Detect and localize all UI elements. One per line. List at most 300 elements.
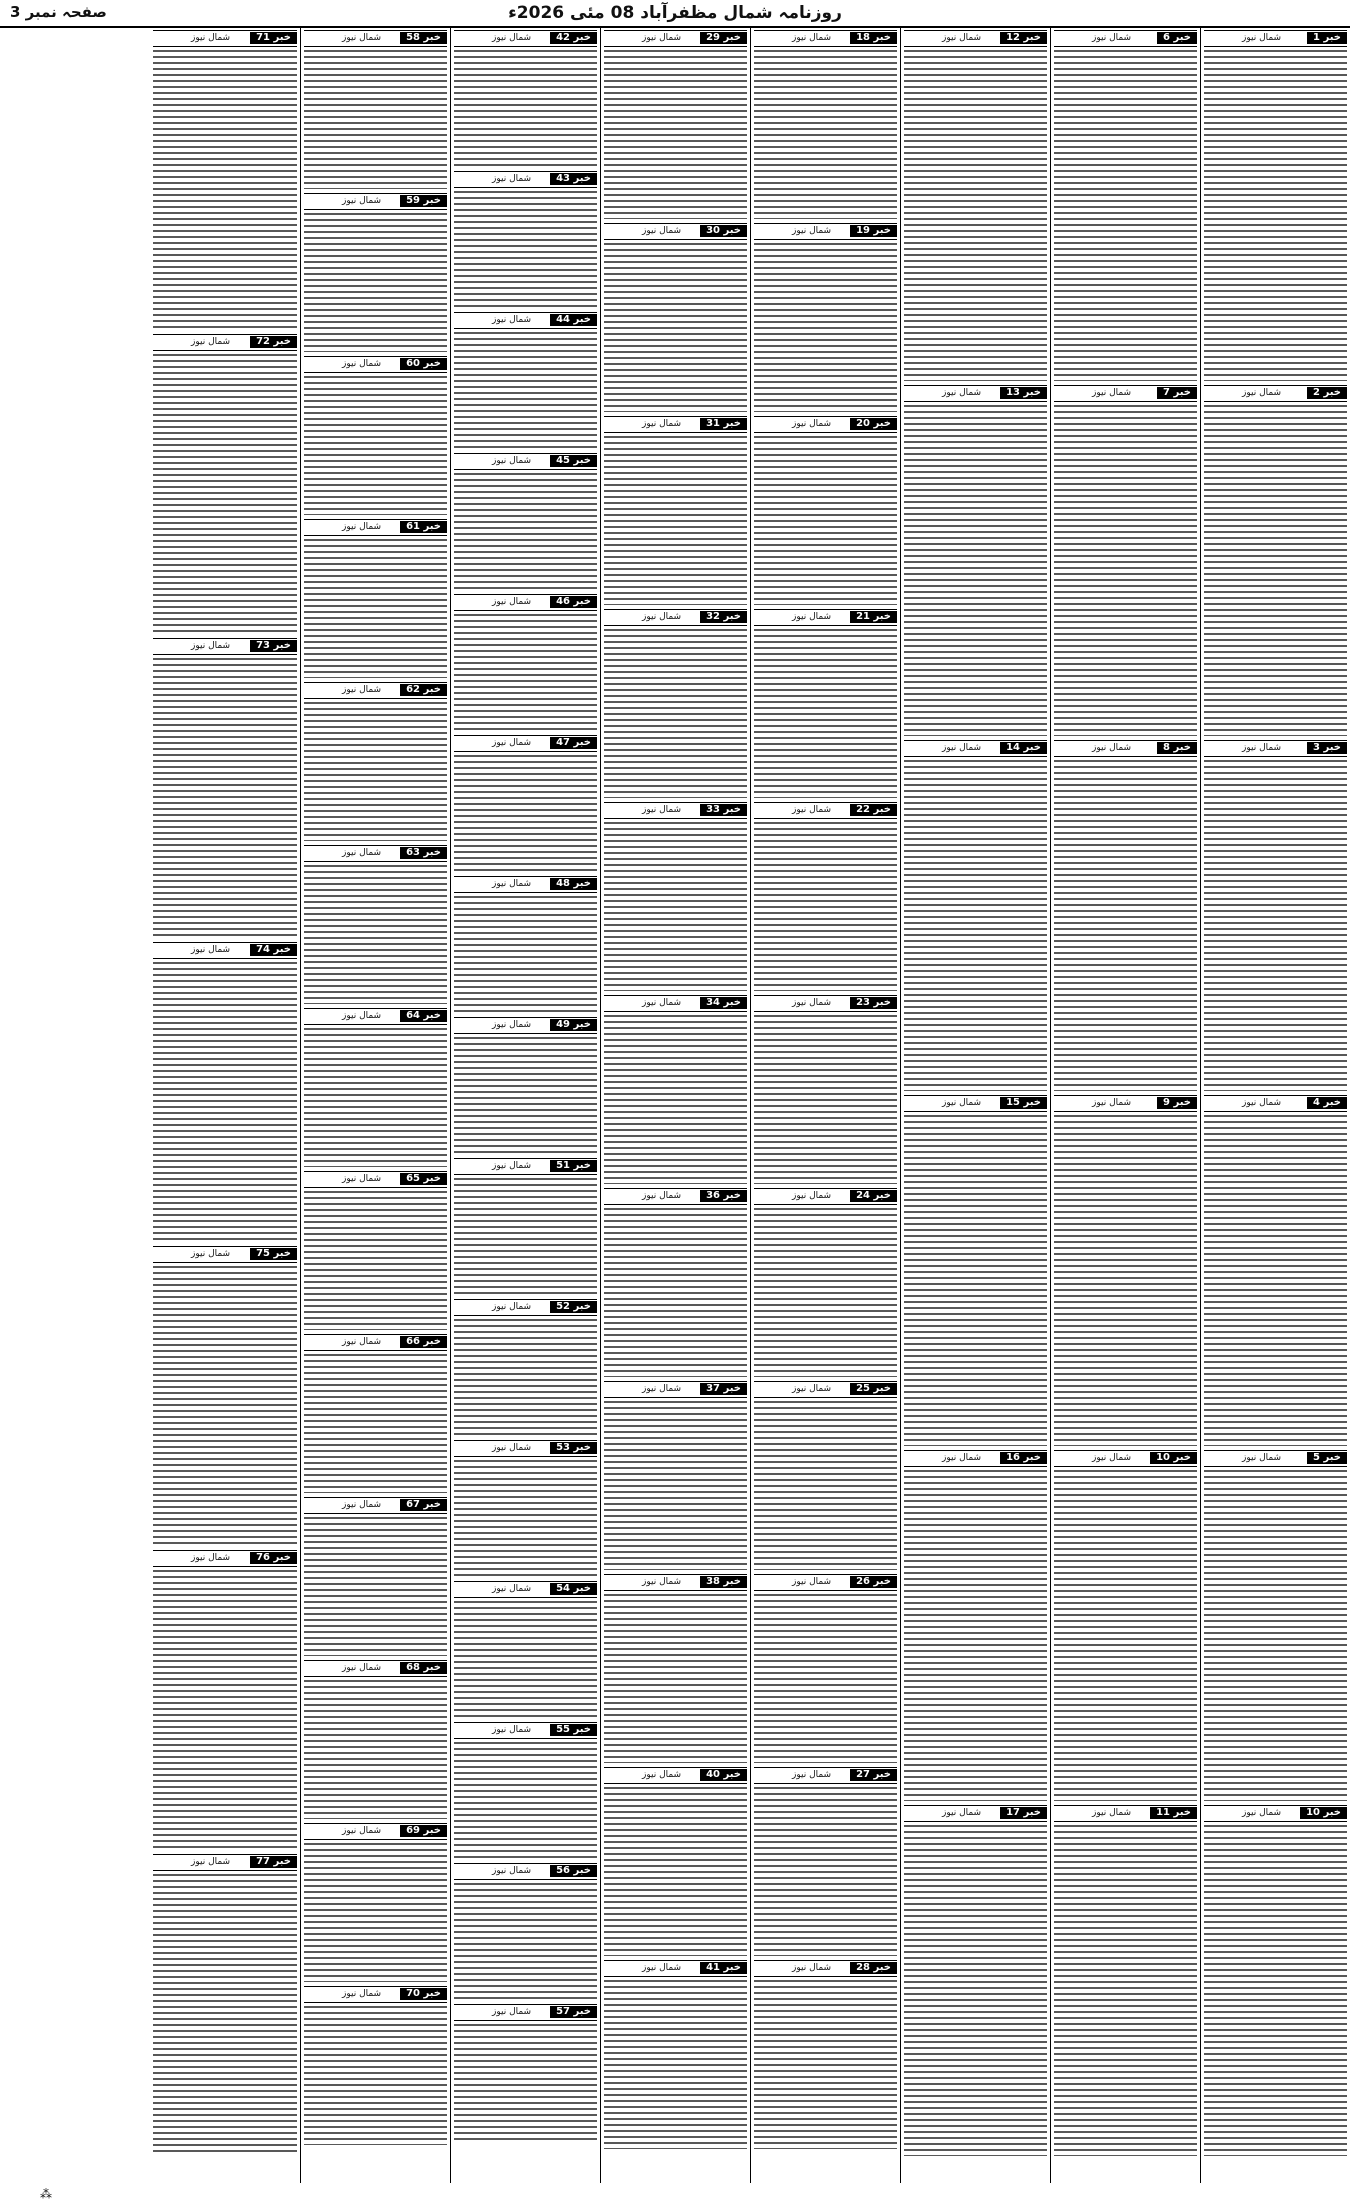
news-body-text [304, 865, 447, 1004]
news-source-label: شمال نیوز [1092, 33, 1132, 43]
news-item-header [304, 1497, 447, 1514]
news-item-header [1204, 30, 1347, 47]
news-item [454, 171, 597, 308]
news-item-number: خبر 53 [550, 1442, 597, 1454]
news-item-number: خبر 29 [700, 32, 747, 44]
news-body-text [304, 213, 447, 352]
news-item [304, 356, 447, 515]
news-item [904, 385, 1047, 736]
news-source-label: شمال نیوز [642, 1191, 682, 1201]
news-body-text [454, 1319, 597, 1436]
news-source-label: شمال نیوز [342, 359, 382, 369]
news-body-text [754, 243, 897, 412]
news-item-header [454, 1299, 597, 1316]
news-item-header [304, 1986, 447, 2003]
news-body-text [454, 755, 597, 872]
news-source-label: شمال نیوز [792, 1577, 832, 1587]
news-item-header [454, 1158, 597, 1175]
news-item-number: خبر 72 [250, 336, 297, 348]
news-item [454, 312, 597, 449]
news-body-text [754, 436, 897, 605]
news-body-text [304, 1028, 447, 1167]
news-body-text [754, 822, 897, 991]
news-item-number: خبر 13 [1000, 387, 1047, 399]
news-source-label: شمال نیوز [792, 998, 832, 1008]
news-source-label: شمال نیوز [642, 1577, 682, 1587]
news-source-label: شمال نیوز [342, 1011, 382, 1021]
news-body-text [754, 1015, 897, 1184]
news-item [904, 1450, 1047, 1801]
news-source-label: شمال نیوز [942, 743, 982, 753]
news-source-label: شمال نیوز [642, 1384, 682, 1394]
news-body-text [304, 1191, 447, 1330]
news-item-header [454, 453, 597, 470]
news-item-number: خبر 40 [700, 1769, 747, 1781]
news-item-number: خبر 27 [850, 1769, 897, 1781]
news-source-label: شمال نیوز [342, 1989, 382, 1999]
news-item [153, 334, 297, 634]
news-item-number: خبر 64 [400, 1010, 447, 1022]
news-item [604, 609, 747, 798]
news-item [304, 1660, 447, 1819]
news-body-text [604, 436, 747, 605]
news-item-number: خبر 30 [700, 225, 747, 237]
news-item-number: خبر 18 [850, 32, 897, 44]
masthead-title: روزنامہ شمال مظفرآباد 08 مئی 2026ء [508, 3, 842, 23]
news-item-number: خبر 47 [550, 737, 597, 749]
news-item-header [304, 519, 447, 536]
news-body-text [1204, 1825, 1347, 2156]
news-item-header [754, 1188, 897, 1205]
news-body-text [604, 1401, 747, 1570]
news-item-number: خبر 11 [1150, 1807, 1197, 1819]
news-source-label: شمال نیوز [492, 1584, 532, 1594]
news-source-label: شمال نیوز [1092, 388, 1132, 398]
news-item-number: خبر 4 [1307, 1097, 1347, 1109]
news-item-header [1054, 740, 1197, 757]
news-source-label: شمال نیوز [642, 226, 682, 236]
news-body-text [454, 1601, 597, 1718]
news-item [1204, 740, 1347, 1091]
news-item-header [904, 1095, 1047, 1112]
news-body-text [604, 822, 747, 991]
news-item [754, 609, 897, 798]
news-item [304, 845, 447, 1004]
news-body-text [1054, 1825, 1197, 2156]
news-columns [0, 28, 1350, 2183]
news-item-number: خبر 75 [250, 1248, 297, 1260]
news-body-text [904, 405, 1047, 736]
news-item-number: خبر 42 [550, 32, 597, 44]
news-source-label: شمال نیوز [792, 419, 832, 429]
news-source-label: شمال نیوز [792, 805, 832, 815]
news-source-label: شمال نیوز [492, 597, 532, 607]
news-source-label: شمال نیوز [792, 1963, 832, 1973]
news-item-header [454, 1863, 597, 1880]
news-source-label: شمال نیوز [492, 1866, 532, 1876]
news-body-text [454, 50, 597, 167]
news-item-header [754, 1767, 897, 1784]
news-item [454, 1440, 597, 1577]
news-body-text [754, 1594, 897, 1763]
news-source-label: شمال نیوز [1242, 743, 1282, 753]
news-item-header [304, 845, 447, 862]
news-item [454, 735, 597, 872]
news-body-text [604, 243, 747, 412]
news-item [754, 1574, 897, 1763]
news-body-text [304, 702, 447, 841]
news-item [604, 1574, 747, 1763]
news-item-number: خبر 41 [700, 1962, 747, 1974]
news-item [754, 416, 897, 605]
news-item-number: خبر 3 [1307, 742, 1347, 754]
news-source-label: شمال نیوز [342, 1174, 382, 1184]
news-item [604, 30, 747, 219]
news-source-label: شمال نیوز [642, 612, 682, 622]
news-source-label: شمال نیوز [1242, 388, 1282, 398]
news-item-header [604, 223, 747, 240]
masthead [0, 0, 1350, 28]
news-body-text [604, 50, 747, 219]
news-item-header [754, 30, 897, 47]
news-source-label: شمال نیوز [792, 1191, 832, 1201]
news-item-number: خبر 21 [850, 611, 897, 623]
news-item-header [604, 802, 747, 819]
news-source-label: شمال نیوز [492, 1161, 532, 1171]
news-item-header [754, 1960, 897, 1977]
news-source-label: شمال نیوز [191, 945, 231, 955]
news-item-header [604, 1767, 747, 1784]
news-source-label: شمال نیوز [1242, 1098, 1282, 1108]
news-source-label: شمال نیوز [1242, 1808, 1282, 1818]
news-source-label: شمال نیوز [642, 1770, 682, 1780]
news-item-number: خبر 66 [400, 1336, 447, 1348]
news-item [454, 2004, 597, 2141]
news-item-number: خبر 44 [550, 314, 597, 326]
news-item-header [754, 802, 897, 819]
news-item-header [1204, 1095, 1347, 1112]
news-item-number: خبر 17 [1000, 1807, 1047, 1819]
news-item [1054, 1095, 1197, 1446]
news-column [750, 28, 900, 2183]
news-source-label: شمال نیوز [1092, 1453, 1132, 1463]
news-body-text [304, 2006, 447, 2145]
news-item-header [604, 1381, 747, 1398]
news-item-header [754, 995, 897, 1012]
news-item-number: خبر 8 [1157, 742, 1197, 754]
news-item-number: خبر 37 [700, 1383, 747, 1395]
news-item-header [304, 1171, 447, 1188]
news-body-text [754, 1787, 897, 1956]
news-item [1204, 1450, 1347, 1801]
news-item-number: خبر 19 [850, 225, 897, 237]
news-source-label: شمال نیوز [342, 848, 382, 858]
news-source-label: شمال نیوز [942, 1098, 982, 1108]
news-item-header [304, 682, 447, 699]
news-item-number: خبر 12 [1000, 32, 1047, 44]
news-source-label: شمال نیوز [492, 1020, 532, 1030]
news-item-number: خبر 32 [700, 611, 747, 623]
news-source-label: شمال نیوز [492, 2007, 532, 2017]
news-item-header [1204, 385, 1347, 402]
news-item-number: خبر 33 [700, 804, 747, 816]
news-item-header [604, 609, 747, 626]
news-item [153, 1550, 297, 1850]
news-source-label: شمال نیوز [792, 226, 832, 236]
news-item-number: خبر 60 [400, 358, 447, 370]
news-item-header [754, 609, 897, 626]
news-source-label: شمال نیوز [642, 805, 682, 815]
news-body-text [153, 50, 297, 330]
news-body-text [304, 50, 447, 189]
news-item [1054, 1450, 1197, 1801]
news-item-number: خبر 57 [550, 2006, 597, 2018]
news-item [754, 995, 897, 1184]
news-source-label: شمال نیوز [191, 1857, 231, 1867]
news-item [604, 1381, 747, 1570]
news-item [754, 802, 897, 991]
news-source-label: شمال نیوز [492, 33, 532, 43]
news-item-header [904, 1450, 1047, 1467]
news-item-number: خبر 59 [400, 195, 447, 207]
news-item-number: خبر 36 [700, 1190, 747, 1202]
news-body-text [153, 354, 297, 634]
news-body-text [454, 614, 597, 731]
news-item-header [304, 1334, 447, 1351]
news-column [600, 28, 750, 2183]
news-source-label: شمال نیوز [342, 1826, 382, 1836]
news-source-label: شمال نیوز [492, 174, 532, 184]
news-item-number: خبر 76 [250, 1552, 297, 1564]
news-body-text [304, 1517, 447, 1656]
news-source-label: شمال نیوز [492, 315, 532, 325]
news-item-header [604, 1188, 747, 1205]
news-item-header [754, 1381, 897, 1398]
news-item-number: خبر 14 [1000, 742, 1047, 754]
news-source-label: شمال نیوز [942, 1808, 982, 1818]
news-item-number: خبر 7 [1157, 387, 1197, 399]
news-body-text [904, 1825, 1047, 2156]
news-source-label: شمال نیوز [492, 1302, 532, 1312]
news-item [754, 1960, 897, 2149]
news-body-text [304, 1843, 447, 1982]
news-body-text [153, 962, 297, 1242]
news-item-header [153, 334, 297, 351]
news-item [754, 223, 897, 412]
news-item-header [153, 638, 297, 655]
news-item [604, 1960, 747, 2149]
news-source-label: شمال نیوز [492, 879, 532, 889]
news-item [1054, 385, 1197, 736]
news-item [304, 1986, 447, 2145]
news-source-label: شمال نیوز [492, 1443, 532, 1453]
news-item-number: خبر 69 [400, 1825, 447, 1837]
news-item-header [454, 876, 597, 893]
news-source-label: شمال نیوز [342, 522, 382, 532]
news-source-label: شمال نیوز [1092, 1098, 1132, 1108]
news-item [454, 30, 597, 167]
news-item-header [1054, 385, 1197, 402]
news-item-header [454, 30, 597, 47]
news-body-text [454, 2024, 597, 2141]
news-source-label: شمال نیوز [342, 685, 382, 695]
news-item-header [304, 356, 447, 373]
news-body-text [754, 1980, 897, 2149]
news-item-header [604, 995, 747, 1012]
news-item-number: خبر 54 [550, 1583, 597, 1595]
news-item-header [1054, 1805, 1197, 1822]
news-body-text [454, 1037, 597, 1154]
news-item [304, 519, 447, 678]
news-source-label: شمال نیوز [342, 33, 382, 43]
news-item-header [1054, 1095, 1197, 1112]
news-item-header [304, 1660, 447, 1677]
news-item [604, 1767, 747, 1956]
page-number: صفحہ نمبر 3 [10, 3, 107, 21]
news-item [454, 1017, 597, 1154]
news-source-label: شمال نیوز [942, 33, 982, 43]
news-body-text [1204, 760, 1347, 1091]
news-column [1050, 28, 1200, 2183]
news-source-label: شمال نیوز [342, 196, 382, 206]
news-item-number: خبر 24 [850, 1190, 897, 1202]
news-item [754, 30, 897, 219]
news-item-header [454, 1722, 597, 1739]
news-body-text [454, 1883, 597, 2000]
news-item [604, 223, 747, 412]
news-item-header [1054, 30, 1197, 47]
news-source-label: شمال نیوز [792, 1384, 832, 1394]
news-source-label: شمال نیوز [792, 33, 832, 43]
news-item-number: خبر 55 [550, 1724, 597, 1736]
news-item-number: خبر 31 [700, 418, 747, 430]
news-body-text [904, 760, 1047, 1091]
news-item [604, 1188, 747, 1377]
news-item-header [1204, 1805, 1347, 1822]
news-item-header [454, 1440, 597, 1457]
news-item-number: خبر 52 [550, 1301, 597, 1313]
news-item [904, 1805, 1047, 2156]
news-item-header [904, 385, 1047, 402]
news-source-label: شمال نیوز [191, 1553, 231, 1563]
news-item [153, 1854, 297, 2154]
news-body-text [1054, 760, 1197, 1091]
news-item-number: خبر 34 [700, 997, 747, 1009]
news-item-number: خبر 22 [850, 804, 897, 816]
news-item-header [454, 2004, 597, 2021]
news-body-text [153, 1266, 297, 1546]
news-item-number: خبر 10 [1150, 1452, 1197, 1464]
news-item-header [604, 416, 747, 433]
news-item-number: خبر 16 [1000, 1452, 1047, 1464]
news-item-number: خبر 73 [250, 640, 297, 652]
news-body-text [1204, 1470, 1347, 1801]
news-item [153, 1246, 297, 1546]
news-source-label: شمال نیوز [642, 33, 682, 43]
news-item-number: خبر 28 [850, 1962, 897, 1974]
news-source-label: شمال نیوز [792, 612, 832, 622]
news-item-number: خبر 65 [400, 1173, 447, 1185]
news-source-label: شمال نیوز [942, 1453, 982, 1463]
news-body-text [454, 896, 597, 1013]
news-item-header [604, 1960, 747, 1977]
news-item-number: خبر 45 [550, 455, 597, 467]
news-item [1054, 30, 1197, 381]
news-body-text [604, 1208, 747, 1377]
news-source-label: شمال نیوز [942, 388, 982, 398]
news-item-header [153, 1854, 297, 1871]
news-item-header [153, 1550, 297, 1567]
news-item [153, 942, 297, 1242]
news-item-number: خبر 26 [850, 1576, 897, 1588]
news-item-number: خبر 20 [850, 418, 897, 430]
news-item [904, 1095, 1047, 1446]
news-source-label: شمال نیوز [492, 1725, 532, 1735]
news-body-text [454, 1178, 597, 1295]
news-item [904, 740, 1047, 1091]
news-item-header [454, 1017, 597, 1034]
news-item-header [1204, 1450, 1347, 1467]
news-source-label: شمال نیوز [642, 419, 682, 429]
news-body-text [754, 50, 897, 219]
news-item-header [1204, 740, 1347, 757]
news-item-number: خبر 1 [1307, 32, 1347, 44]
news-item [754, 1381, 897, 1570]
news-body-text [304, 539, 447, 678]
news-item-number: خبر 48 [550, 878, 597, 890]
news-item-number: خبر 56 [550, 1865, 597, 1877]
news-item-number: خبر 62 [400, 684, 447, 696]
news-item [304, 1171, 447, 1330]
news-item [454, 876, 597, 1013]
news-source-label: شمال نیوز [492, 738, 532, 748]
news-source-label: شمال نیوز [1092, 743, 1132, 753]
news-item-header [454, 171, 597, 188]
news-item-number: خبر 15 [1000, 1097, 1047, 1109]
news-body-text [754, 1208, 897, 1377]
news-source-label: شمال نیوز [191, 641, 231, 651]
news-item [1204, 1805, 1347, 2156]
news-body-text [604, 629, 747, 798]
news-body-text [454, 1460, 597, 1577]
news-source-label: شمال نیوز [342, 1500, 382, 1510]
news-body-text [304, 1680, 447, 1819]
news-item-header [153, 1246, 297, 1263]
news-item [454, 1299, 597, 1436]
news-item-number: خبر 5 [1307, 1452, 1347, 1464]
news-item [604, 802, 747, 991]
news-item-header [153, 942, 297, 959]
news-body-text [604, 1787, 747, 1956]
news-item-header [304, 30, 447, 47]
news-source-label: شمال نیوز [1242, 33, 1282, 43]
news-item-number: خبر 61 [400, 521, 447, 533]
news-body-text [604, 1980, 747, 2149]
news-item [454, 1581, 597, 1718]
news-item [454, 594, 597, 731]
news-item-number: خبر 46 [550, 596, 597, 608]
news-item-number: خبر 67 [400, 1499, 447, 1511]
news-item [304, 1334, 447, 1493]
news-item-header [754, 223, 897, 240]
news-body-text [304, 376, 447, 515]
news-source-label: شمال نیوز [642, 998, 682, 1008]
news-item [904, 30, 1047, 381]
news-item-number: خبر 58 [400, 32, 447, 44]
news-source-label: شمال نیوز [792, 1770, 832, 1780]
news-column [150, 28, 300, 2183]
news-item [1054, 1805, 1197, 2156]
